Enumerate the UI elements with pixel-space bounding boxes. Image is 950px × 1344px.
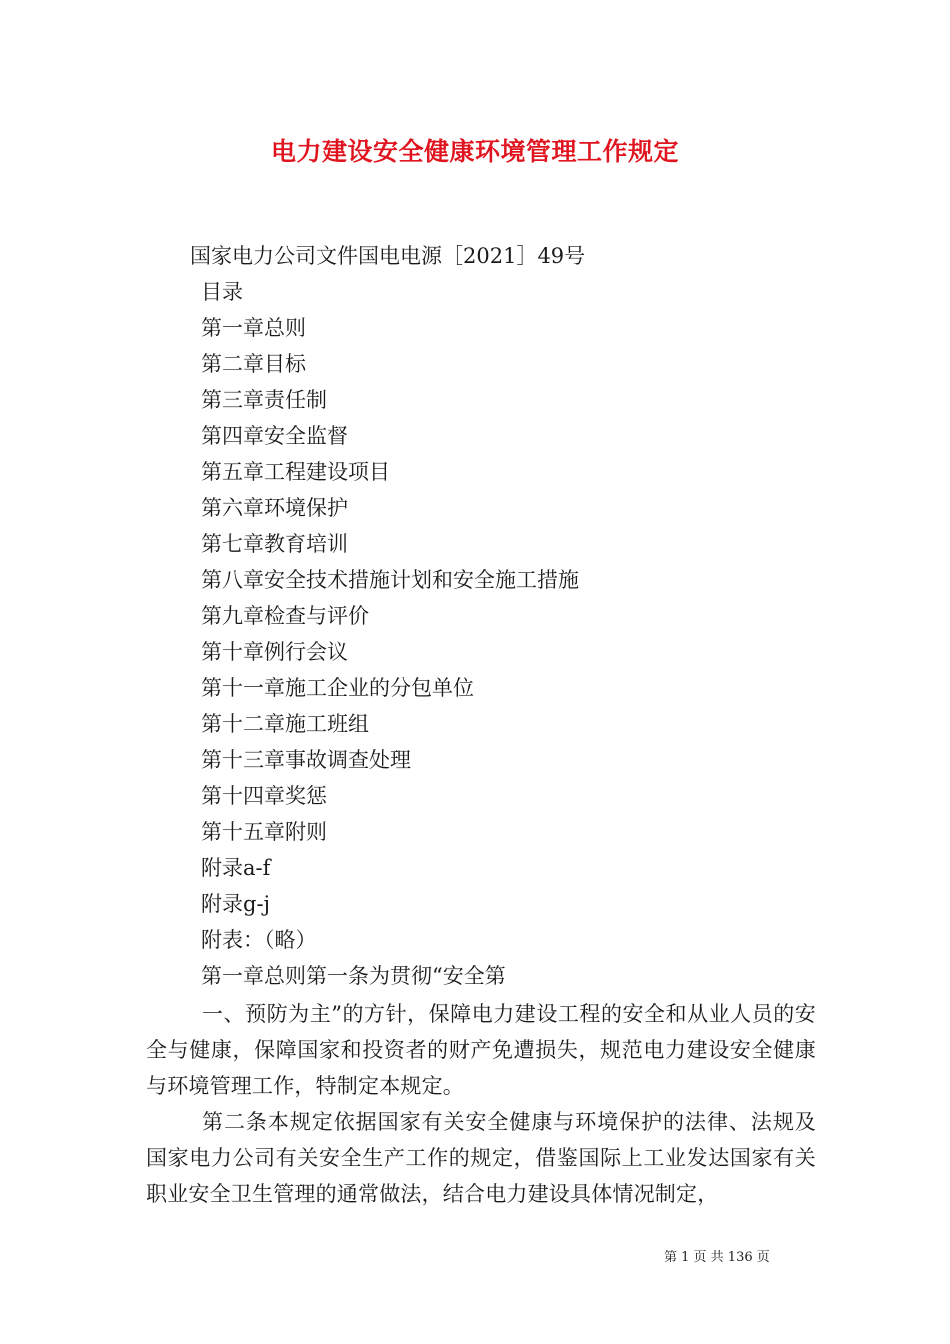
toc-item: 第一章总则 — [201, 316, 306, 340]
toc-item: 目录 — [201, 280, 243, 304]
paragraph: 一、预防为主”的方针，保障电力建设工程的安全和从业人员的安全与健康，保障国家和投资者的财产免遭损失，规范电力建设安全健康与环境管理工作，特制定本规定。 — [146, 1002, 816, 1098]
toc-item: 第五章工程建设项目 — [201, 460, 390, 484]
body-text — [146, 996, 816, 1212]
toc-item: 第十章例行会议 — [201, 640, 348, 664]
toc-item: 第三章责任制 — [201, 388, 327, 412]
paragraph: 第二条本规定依据国家有关安全健康与环境保护的法律、法规及国家电力公司有关安全生产工作的规定，借鉴国际上工业发达国家有关职业安全卫生管理的通常做法，结合电力建设具体情况制定， — [146, 1110, 816, 1206]
toc-item: 附表：（略） — [201, 928, 317, 952]
toc-item: 第九章检查与评价 — [201, 604, 369, 628]
toc-item: 第十二章施工班组 — [201, 712, 369, 736]
toc-item: 第六章环境保护 — [201, 496, 348, 520]
toc-item: 第十一章施工企业的分包单位 — [201, 676, 474, 700]
toc-item: 第四章安全监督 — [201, 424, 348, 448]
table-of-contents — [201, 276, 579, 996]
toc-item: 第十四章奖惩 — [201, 784, 327, 808]
toc-item: 附录a-f — [201, 856, 271, 880]
document-reference: 国家电力公司文件国电电源［2021］49号 — [190, 244, 586, 268]
document-title: 电力建设安全健康环境管理工作规定 — [270, 137, 679, 166]
toc-item: 第八章安全技术措施计划和安全施工措施 — [201, 568, 579, 592]
toc-item: 附录g-j — [201, 892, 271, 916]
toc-item: 第七章教育培训 — [201, 532, 348, 556]
toc-item: 第十五章附则 — [201, 820, 327, 844]
toc-item: 第十三章事故调查处理 — [201, 748, 411, 772]
toc-item: 第一章总则第一条为贯彻“安全第 — [201, 964, 506, 988]
toc-item: 第二章目标 — [201, 352, 306, 376]
page-footer: 第 1 页 共 136 页 — [664, 1250, 770, 1265]
